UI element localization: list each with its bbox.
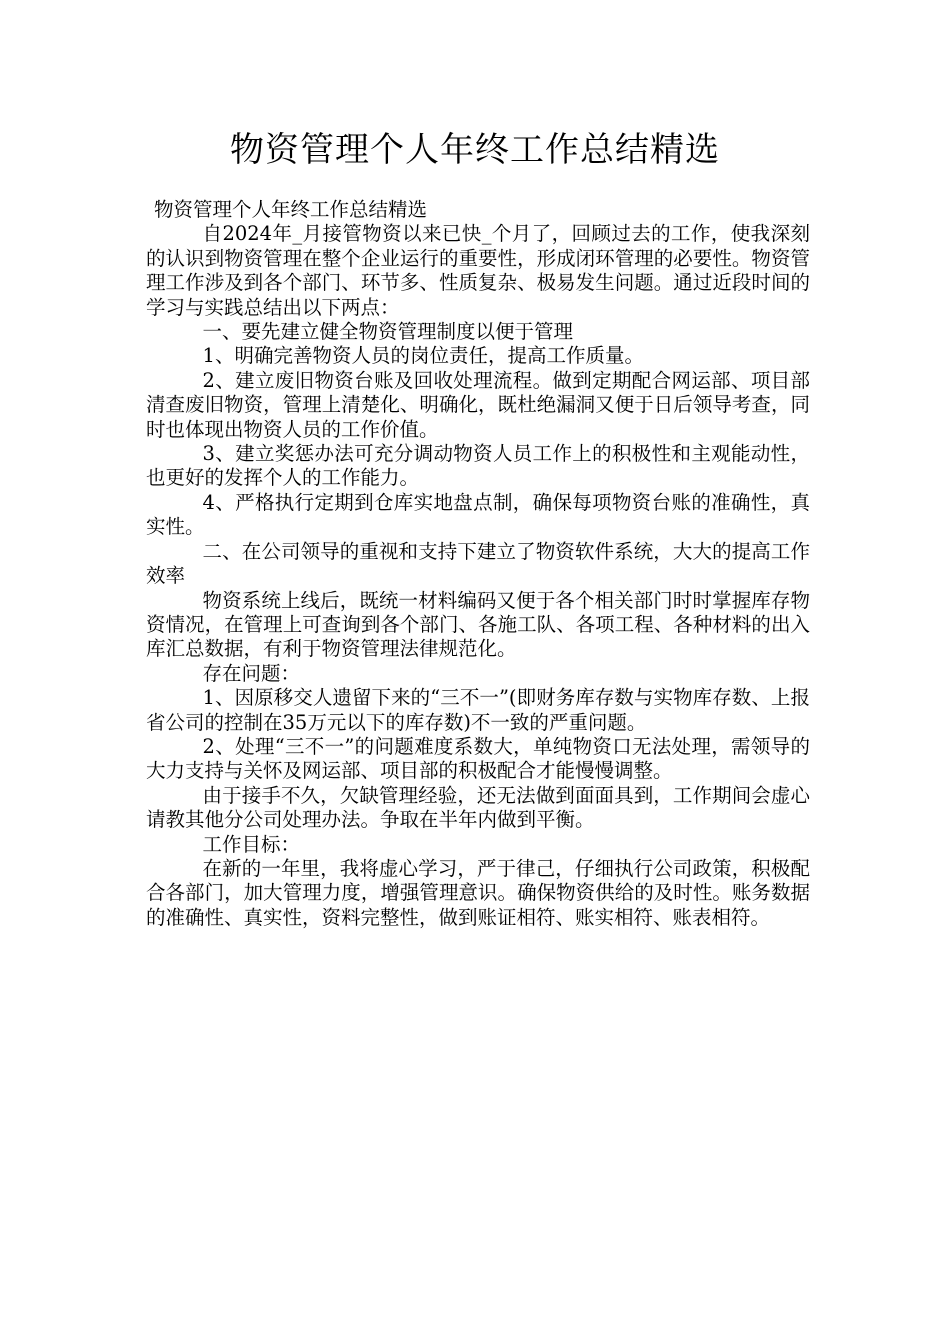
paragraph-experience: 由于接手不久，欠缺管理经验，还无法做到面面具到，工作期间会虚心请教其他分公司处理办法。争取在半年内做到平衡。	[146, 783, 810, 832]
heading-section-2: 二、在公司领导的重视和支持下建立了物资软件系统，大大的提高工作效率	[146, 539, 810, 588]
document-title: 物资管理个人年终工作总结精选	[230, 130, 720, 170]
heading-goals: 工作目标：	[202, 832, 301, 856]
document-body	[146, 198, 810, 930]
paragraph-item-2: 2、建立废旧物资台账及回收处理流程。做到定期配合网运部、项目部清查废旧物资，管理上清楚化、明确化，既杜绝漏洞又便于日后领导考查，同时也体现出物资人员的工作价值。	[146, 368, 810, 441]
paragraph-item-1: 1、明确完善物资人员的岗位责任，提高工作质量。	[202, 344, 644, 368]
paragraph-goals: 在新的一年里，我将虚心学习，严于律己，仔细执行公司政策，积极配合各部门，加大管理力度，增强管理意识。确保物资供给的及时性。账务数据的准确性、真实性，资料完整性，做到账证相符、账实相符、账表相符。	[146, 856, 810, 929]
paragraph-problem-2: 2、处理“三不一”的问题难度系数大，单纯物资口无法处理，需领导的大力支持与关怀及网运部、项目部的积极配合才能慢慢调整。	[146, 734, 810, 783]
heading-section-1: 一、要先建立健全物资管理制度以便于管理	[202, 320, 574, 344]
heading-problems: 存在问题：	[202, 661, 301, 685]
paragraph-system: 物资系统上线后，既统一材料编码又便于各个相关部门时时掌握库存物资情况，在管理上可查询到各个部门、各施工队、各项工程、各种材料的出入库汇总数据，有利于物资管理法律规范化。	[146, 588, 810, 661]
paragraph-item-4: 4、严格执行定期到仓库实地盘点制，确保每项物资台账的准确性，真实性。	[146, 490, 810, 539]
paragraph-problem-1: 1、因原移交人遗留下来的“三不一”(即财务库存数与实物库存数、上报省公司的控制在35万元以下的库存数)不一致的严重问题。	[146, 686, 810, 734]
paragraph-intro: 自2024年_月接管物资以来已快_个月了，回顾过去的工作，使我深刻的认识到物资管理在整个企业运行的重要性，形成闭环管理的必要性。物资管理工作涉及到各个部门、环节多、性质复杂、极易发生问题。通过近段时间的学习与实践总结出以下两点：	[146, 222, 810, 319]
document-subtitle: 物资管理个人年终工作总结精选	[154, 198, 428, 221]
paragraph-item-3: 3、建立奖惩办法可充分调动物资人员工作上的积极性和主观能动性，也更好的发挥个人的工作能力。	[146, 442, 810, 490]
